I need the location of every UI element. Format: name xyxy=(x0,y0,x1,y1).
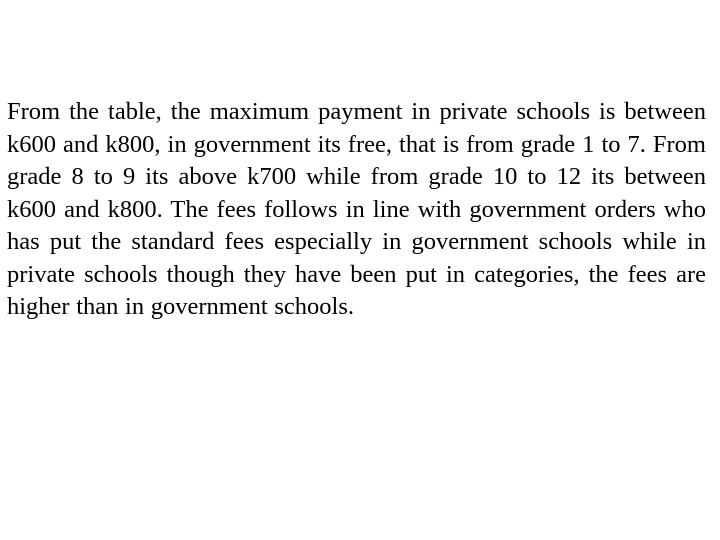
body-paragraph: From the table, the maximum payment in private schools is between k600 and k800, in government its free, that is from grade 1 to 7. From grade 8 to 9 its above k700 while from grade 10 to 12 its between k600 and k800. The fees follows in line with government orders who has put the standard fees especially in government schools while in private schools though they have been put in categories, the fees are higher than in government schools. xyxy=(7,98,706,320)
